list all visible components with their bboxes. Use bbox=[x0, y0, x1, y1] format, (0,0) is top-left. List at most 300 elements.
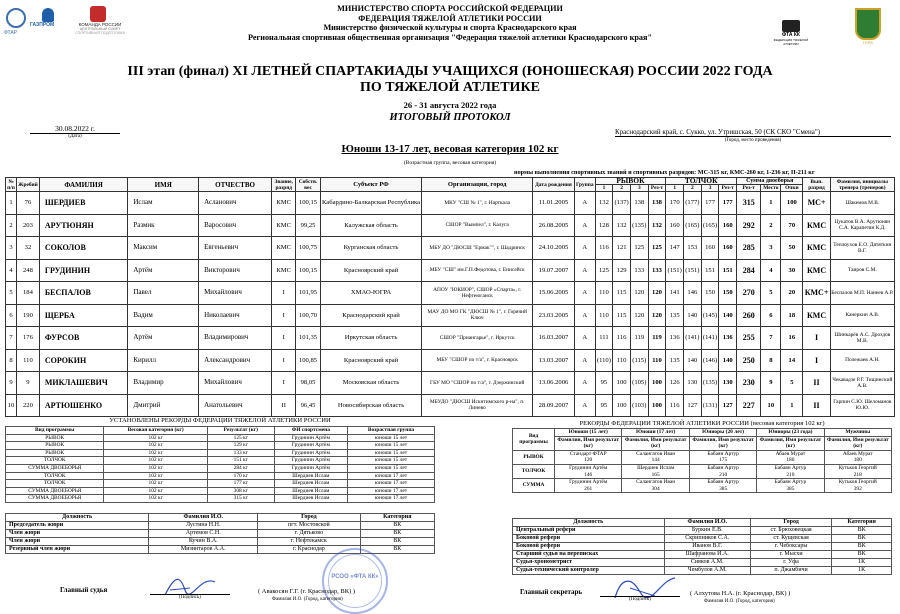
rf-record-value: 175 bbox=[719, 457, 728, 464]
records-set-cell: юноши 17 лет bbox=[348, 472, 435, 480]
snatch-3-cell: 120 bbox=[630, 282, 648, 305]
group-cell: А bbox=[574, 327, 595, 350]
snatch-3-cell: 125 bbox=[630, 237, 648, 260]
cj-1-cell: (151) bbox=[666, 259, 684, 282]
snatch-2-cell: 115 bbox=[613, 282, 631, 305]
snatch-1-cell: 110 bbox=[595, 282, 613, 305]
place-value: Краснодарский край, с. Сукко, ул. Утришская, 50 (СК СКО "Смена") bbox=[615, 128, 891, 137]
coach-cell: Цукатов В.А. Арутюнян С.А. Карапетян К.Д. bbox=[830, 214, 894, 237]
records-set-cell: 129 кг bbox=[207, 442, 274, 450]
table-row bbox=[6, 457, 435, 465]
col-place: № п/п bbox=[7, 178, 15, 191]
cj-1-cell: 136 bbox=[666, 327, 684, 350]
cj-result-cell: 130 bbox=[719, 372, 737, 395]
records-set-cell: ТОЛЧОК bbox=[6, 472, 104, 480]
total-place-cell: 6 bbox=[761, 304, 781, 327]
records-set-cell: 133 кг bbox=[207, 449, 274, 457]
table-row bbox=[6, 192, 895, 215]
jury-header: Фамилия И.О. bbox=[149, 514, 258, 522]
snatch-result-cell: 100 bbox=[648, 394, 666, 417]
referee-cell: Судья-технический контролер bbox=[513, 567, 665, 575]
cj-1-cell: 170 bbox=[666, 192, 684, 215]
records-set-cell: юноши 15 лет bbox=[348, 442, 435, 450]
records-set-cell: Шердиев Ислам bbox=[274, 472, 347, 480]
points-cell: 16 bbox=[781, 327, 803, 350]
jury-cell: пгт. Мостовской bbox=[258, 522, 360, 530]
federation-title: ФЕДЕРАЦИЯ ТЯЖЕЛОЙ АТЛЕТИКИ РОССИИ bbox=[358, 13, 542, 23]
fulfilled-cell: I bbox=[803, 327, 830, 350]
records-set-cell: 102 кг bbox=[104, 434, 208, 442]
col-group: Группа bbox=[574, 178, 595, 192]
records-set-cell: Шердиев Ислам bbox=[274, 480, 347, 488]
records-set-cell: Шердиев Ислам bbox=[274, 487, 347, 495]
records-set-cell: ТОЛЧОК bbox=[6, 480, 104, 488]
lot-cell: 248 bbox=[17, 259, 40, 282]
referee-cell: ВК bbox=[832, 527, 892, 535]
records-set-cell: юноши 17 лет bbox=[348, 487, 435, 495]
records-set-header: Возрастная группа bbox=[348, 427, 435, 435]
rf-records-cell bbox=[757, 464, 824, 478]
name-cell: Ислам bbox=[128, 192, 199, 215]
rf-record-holder: Салангатов Иван bbox=[636, 479, 676, 486]
place-cell: 4 bbox=[6, 259, 17, 282]
place-cell: 6 bbox=[6, 304, 17, 327]
snatch-result-cell: 120 bbox=[648, 282, 666, 305]
table-row bbox=[6, 434, 435, 442]
place-cell: 8 bbox=[6, 349, 17, 372]
rf-records-header: Вид программы bbox=[513, 429, 555, 451]
bodyweight-cell: 100,75 bbox=[296, 237, 320, 260]
rf-records-subheader: Фамилия, Имя результат (кг) bbox=[824, 436, 891, 450]
points-cell: 5 bbox=[781, 372, 803, 395]
records-set-cell: юноши 15 лет bbox=[348, 457, 435, 465]
col-surname: ФАМИЛИЯ bbox=[39, 178, 127, 192]
rf-records-cell bbox=[824, 450, 891, 464]
table-row bbox=[6, 480, 435, 488]
table-row bbox=[6, 522, 435, 530]
records-set-header: Весовая категория (кг) bbox=[104, 427, 208, 435]
jury-header: Должность bbox=[6, 514, 149, 522]
referees-table bbox=[512, 518, 892, 575]
rf-records-label: ТОЛЧОК bbox=[513, 464, 555, 478]
snatch-3-cell: 120 bbox=[630, 304, 648, 327]
referee-cell: Боковой рефери bbox=[513, 535, 665, 543]
cj-attempt-1: 1 bbox=[666, 185, 684, 192]
points-cell: 50 bbox=[781, 237, 803, 260]
bodyweight-cell: 101,95 bbox=[296, 282, 320, 305]
group-cell: А bbox=[574, 192, 595, 215]
cj-3-cell: 160 bbox=[701, 237, 719, 260]
table-row bbox=[6, 349, 895, 372]
snatch-2-cell: 121 bbox=[613, 237, 631, 260]
rf-record-value: 304 bbox=[651, 485, 660, 492]
records-set-cell: юноши 15 лет bbox=[348, 434, 435, 442]
rank-cell: I bbox=[272, 372, 296, 395]
jury-header: Город bbox=[258, 514, 360, 522]
total-cell: 270 bbox=[737, 282, 761, 305]
gazprom-logo: ГАЗПРОМ bbox=[30, 8, 70, 48]
rf-record-value: 120 bbox=[584, 457, 593, 464]
table-row bbox=[513, 464, 892, 478]
col-name: ИМЯ bbox=[128, 178, 199, 192]
surname-cell: МИКЛАШЕВИЧ bbox=[39, 372, 127, 395]
fulfilled-cell: КМС bbox=[803, 259, 830, 282]
snatch-attempt-3: 3 bbox=[630, 185, 648, 192]
subject-cell: Московская область bbox=[320, 372, 422, 395]
birth-cell: 11.01.2005 bbox=[532, 192, 574, 215]
records-set-cell: Грудинин Артём bbox=[274, 434, 347, 442]
table-row bbox=[6, 394, 895, 417]
place-cell: 1 bbox=[6, 192, 17, 215]
birth-cell: 24.10.2005 bbox=[532, 237, 574, 260]
cj-result-cell: 140 bbox=[719, 349, 737, 372]
points-cell: 14 bbox=[781, 349, 803, 372]
records-set-cell: Грудинин Артём bbox=[274, 449, 347, 457]
records-set-cell: 151 кг bbox=[207, 457, 274, 465]
bodyweight-cell: 100,70 bbox=[296, 304, 320, 327]
records-set-cell: ТОЛЧОК bbox=[6, 457, 104, 465]
rf-records-header: Юноши (15 лет) bbox=[555, 429, 622, 437]
col-snatch: РЫВОК bbox=[595, 178, 666, 185]
lot-cell: 110 bbox=[17, 349, 40, 372]
records-set-title: УСТАНОВЛЕНЫ РЕКОРДЫ ФЕДЕРАЦИИ ТЯЖЕЛОЙ АТЛЕТИКИ РОССИИ bbox=[109, 417, 331, 424]
name-cell: Артём bbox=[128, 259, 199, 282]
org-cell: МАУ ДО МО ГК "ДЮСШ № 1", г. Горячий Ключ bbox=[422, 304, 533, 327]
rf-record-holder: Кутьков Георгий bbox=[838, 464, 877, 471]
referee-cell: г. Мысхи bbox=[750, 551, 831, 559]
snatch-2-cell: 132 bbox=[613, 214, 631, 237]
place-cell: 9 bbox=[6, 372, 17, 395]
table-row bbox=[6, 214, 895, 237]
total-cell: 260 bbox=[737, 304, 761, 327]
records-set-cell: юноши 17 лет bbox=[348, 480, 435, 488]
records-set-cell: 170 кг bbox=[207, 472, 274, 480]
lot-cell: 203 bbox=[17, 214, 40, 237]
table-row bbox=[6, 259, 895, 282]
cj-result-cell: 136 bbox=[719, 327, 737, 350]
cj-attempt-3: 3 bbox=[701, 185, 719, 192]
group-cell: А bbox=[574, 372, 595, 395]
place-cell: 10 bbox=[6, 394, 17, 417]
jury-cell: Лустина Н.Н. bbox=[149, 522, 258, 530]
surname-cell: АРУТЮНЯН bbox=[39, 214, 127, 237]
total-cell: 250 bbox=[737, 349, 761, 372]
coach-cell: Чекавадзе Р.Г. Тищинский А.В. bbox=[830, 372, 894, 395]
rf-record-value: 144 bbox=[651, 457, 660, 464]
referee-cell: 1К bbox=[832, 559, 892, 567]
cj-1-cell: 135 bbox=[666, 304, 684, 327]
records-set-cell: 102 кг bbox=[104, 464, 208, 472]
group-cell: А bbox=[574, 394, 595, 417]
birth-cell: 28.09.2007 bbox=[532, 394, 574, 417]
referee-cell: 1К bbox=[832, 567, 892, 575]
name-cell: Кирилл bbox=[128, 349, 199, 372]
rf-records-subheader: Фамилия, Имя результат (кг) bbox=[622, 436, 690, 450]
table-row bbox=[513, 543, 892, 551]
records-set-header: ФИ спортсмена bbox=[274, 427, 347, 435]
cj-3-cell: 150 bbox=[701, 282, 719, 305]
fulfilled-cell: КМС bbox=[803, 214, 830, 237]
points-cell: 20 bbox=[781, 282, 803, 305]
surname-cell: ШЕРДИЕВ bbox=[39, 192, 127, 215]
records-set-cell: Грудинин Артём bbox=[274, 442, 347, 450]
referee-cell: п. Джамбичи bbox=[750, 567, 831, 575]
rf-record-value: 180 bbox=[786, 457, 795, 464]
snatch-result-cell: 125 bbox=[648, 237, 666, 260]
points-cell: 30 bbox=[781, 259, 803, 282]
bodyweight-cell: 96,45 bbox=[296, 394, 320, 417]
event-title: III этап (финал) XI ЛЕТНЕЙ СПАРТАКИАДЫ УЧАЩИХСЯ (ЮНОШЕСКАЯ) РОССИИ 2022 ГОДА bbox=[127, 64, 773, 79]
patronymic-cell: Михайлович bbox=[199, 372, 272, 395]
ministry-title: МИНИСТЕРСТВО СПОРТА РОССИЙСКОЙ ФЕДЕРАЦИИ bbox=[337, 4, 563, 13]
jury-cell: Член жюри bbox=[6, 538, 149, 546]
records-set-cell: 125 кг bbox=[207, 434, 274, 442]
total-place-cell: 3 bbox=[761, 237, 781, 260]
org-cell: СШОР "Вымпел", г. Калуга bbox=[422, 214, 533, 237]
rf-record-holder: Бабаян Артур bbox=[774, 464, 807, 471]
records-set-header: Вид программы bbox=[6, 427, 104, 435]
records-set-cell: 102 кг bbox=[104, 472, 208, 480]
rf-records-header: Юниоры (20 лет) bbox=[689, 429, 756, 437]
records-set-table bbox=[5, 426, 435, 503]
event-title-sport: ПО ТЯЖЕЛОЙ АТЛЕТИКЕ bbox=[360, 80, 540, 95]
rf-record-value: 392 bbox=[853, 485, 862, 492]
lot-cell: 184 bbox=[17, 282, 40, 305]
cj-1-cell: 160 bbox=[666, 214, 684, 237]
cj-2-cell: 146 bbox=[684, 282, 702, 305]
cj-result: Рез-т bbox=[719, 185, 737, 192]
records-set-cell: 102 кг bbox=[104, 480, 208, 488]
patronymic-cell: Викторович bbox=[199, 259, 272, 282]
rf-record-holder: Абаев Мурат bbox=[775, 450, 806, 457]
table-row bbox=[513, 450, 892, 464]
rf-records-header: Юноши (17 лет) bbox=[622, 429, 690, 437]
jury-cell: ВК bbox=[360, 530, 434, 538]
fulfilled-cell: I bbox=[803, 349, 830, 372]
subject-cell: Новосибирская область bbox=[320, 394, 422, 417]
bodyweight-cell: 98,05 bbox=[296, 372, 320, 395]
org-cell: СШОР "Приангарье", г. Иркутск bbox=[422, 327, 533, 350]
referee-cell: ВК bbox=[832, 543, 892, 551]
total-cell: 292 bbox=[737, 214, 761, 237]
referee-cell: ВК bbox=[832, 535, 892, 543]
rf-record-value: 146 bbox=[584, 471, 593, 478]
rf-records-title: РЕКОРДЫ ФЕДЕРАЦИИ ТЯЖЕЛОЙ АТЛЕТИКИ РОССИИ (весовая категория 102 кг) bbox=[579, 420, 825, 427]
records-set-cell: юноши 15 лет bbox=[348, 449, 435, 457]
rf-record-value: 210 bbox=[719, 471, 728, 478]
rf-records-label: РЫВОК bbox=[513, 450, 555, 464]
snatch-1-cell: 95 bbox=[595, 394, 613, 417]
rank-cell: КМС bbox=[272, 214, 296, 237]
total-place: Место bbox=[761, 185, 781, 192]
chief-secretary-label: Главный секретарь bbox=[520, 588, 583, 596]
records-set-cell: РЫВОК bbox=[6, 449, 104, 457]
fulfilled-cell: II bbox=[803, 394, 830, 417]
lot-cell: 190 bbox=[17, 304, 40, 327]
rf-record-holder: Кутьков Георгий bbox=[838, 479, 877, 486]
col-total: Сумма двоеборья bbox=[737, 178, 803, 185]
referee-cell: Центральный рефери bbox=[513, 527, 665, 535]
name-cell: Дмитрий bbox=[128, 394, 199, 417]
total-cell: 227 bbox=[737, 394, 761, 417]
rf-records-cell bbox=[689, 479, 756, 493]
table-row bbox=[513, 527, 892, 535]
total-cell: 285 bbox=[737, 237, 761, 260]
fulfilled-cell: КМС bbox=[803, 304, 830, 327]
total-place-cell: 10 bbox=[761, 394, 781, 417]
jury-cell: Резервный член жюри bbox=[6, 546, 149, 554]
chief-secretary-caption: Фамилия И.О. (Город, категория) bbox=[704, 599, 775, 604]
org-cell: МКУ "СШ № 1", г. Нарткала bbox=[422, 192, 533, 215]
bodyweight-cell: 100,15 bbox=[296, 192, 320, 215]
referee-header: Должность bbox=[513, 519, 665, 527]
patronymic-cell: Евгеньевич bbox=[199, 237, 272, 260]
rf-record-holder: Бабаян Артур bbox=[707, 464, 739, 471]
table-row bbox=[6, 530, 435, 538]
rf-record-holder: Бабаян Артур bbox=[707, 450, 739, 457]
subject-cell: Калужская область bbox=[320, 214, 422, 237]
rf-record-value: 210 bbox=[786, 471, 795, 478]
referee-cell: Чембулов А.М. bbox=[664, 567, 750, 575]
chief-secretary-name: ( Алхутова Н.А. (г. Краснодар, ВК) ) bbox=[690, 590, 791, 597]
patronymic-cell: Анатольевич bbox=[199, 394, 272, 417]
rf-record-holder: Шердиев Ислам bbox=[637, 464, 675, 471]
table-row bbox=[513, 559, 892, 567]
org-cell: МБУ "СШОР по т/а", г. Красноярск bbox=[422, 349, 533, 372]
snatch-1-cell: 110 bbox=[595, 304, 613, 327]
total-place-cell: 2 bbox=[761, 214, 781, 237]
group-cell: А bbox=[574, 237, 595, 260]
group-cell: А bbox=[574, 282, 595, 305]
total-cell: 284 bbox=[737, 259, 761, 282]
records-set-cell: Грудинин Артём bbox=[274, 457, 347, 465]
points-cell: 18 bbox=[781, 304, 803, 327]
records-set-cell: 102 кг bbox=[104, 442, 208, 450]
snatch-result: Рез-т bbox=[648, 185, 666, 192]
table-row bbox=[6, 304, 895, 327]
cj-3-cell: (131) bbox=[701, 394, 719, 417]
cj-2-cell: (165) bbox=[684, 214, 702, 237]
rf-records-cell bbox=[622, 464, 690, 478]
referee-header: Фамилия И.О. bbox=[664, 519, 750, 527]
bodyweight-cell: 100,15 bbox=[296, 259, 320, 282]
cj-1-cell: 116 bbox=[666, 394, 684, 417]
referee-cell: Сивков А.М. bbox=[664, 559, 750, 567]
surname-cell: БЕСПАЛОВ bbox=[39, 282, 127, 305]
records-set-cell: СУММА ДВОЕБОРЬЯ bbox=[6, 464, 104, 472]
col-rank: Звание, разряд bbox=[272, 178, 296, 192]
total-place-cell: 4 bbox=[761, 259, 781, 282]
rf-records-cell bbox=[689, 464, 756, 478]
jury-cell: г. Дятьково bbox=[258, 530, 360, 538]
rf-record-holder: Салангатов Иван bbox=[636, 450, 676, 457]
cj-2-cell: 127 bbox=[684, 394, 702, 417]
surname-cell: ГРУДИНИН bbox=[39, 259, 127, 282]
snatch-2-cell: 116 bbox=[613, 327, 631, 350]
rf-records-label: СУММА bbox=[513, 479, 555, 493]
table-row bbox=[6, 442, 435, 450]
official-stamp: РСОО «ФТА КК» bbox=[322, 548, 388, 614]
total-place-cell: 5 bbox=[761, 282, 781, 305]
org-cell: АПОУ "ЮКИОР", СШОР «Спарта», г. Нефтеюганск bbox=[422, 282, 533, 305]
place-cell: 3 bbox=[6, 237, 17, 260]
snatch-1-cell: (110) bbox=[595, 349, 613, 372]
table-row bbox=[6, 495, 435, 503]
snatch-1-cell: 95 bbox=[595, 372, 613, 395]
rf-records-cell bbox=[689, 450, 756, 464]
col-lot: Жребий bbox=[17, 178, 40, 192]
cj-3-cell: (165) bbox=[701, 214, 719, 237]
snatch-attempt-2: 2 bbox=[613, 185, 631, 192]
event-dates: 26 - 31 августа 2022 года bbox=[403, 100, 497, 110]
group-cell: А bbox=[574, 214, 595, 237]
patronymic-cell: Асланович bbox=[199, 192, 272, 215]
bodyweight-cell: 100,85 bbox=[296, 349, 320, 372]
name-cell: Размик bbox=[128, 214, 199, 237]
jury-cell: Артемов С.Н. bbox=[149, 530, 258, 538]
col-birth: Дата рождения bbox=[532, 178, 574, 192]
group-cell: А bbox=[574, 304, 595, 327]
snatch-result-cell: 110 bbox=[648, 349, 666, 372]
total-cell: 315 bbox=[737, 192, 761, 215]
name-cell: Павел bbox=[128, 282, 199, 305]
subject-cell: ХМАО-ЮГРА bbox=[320, 282, 422, 305]
col-patronymic: ОТЧЕСТВО bbox=[199, 178, 272, 192]
cj-result-cell: 151 bbox=[719, 259, 737, 282]
referee-cell: Шафранова И.А. bbox=[664, 551, 750, 559]
snatch-result-cell: 120 bbox=[648, 304, 666, 327]
group-cell: А bbox=[574, 259, 595, 282]
subject-cell: Красноярский край bbox=[320, 349, 422, 372]
col-bodyweight: Собств. вес bbox=[296, 178, 320, 192]
total-place-cell: 1 bbox=[761, 192, 781, 215]
surname-cell: СОРОКИН bbox=[39, 349, 127, 372]
surname-cell: ФУРСОВ bbox=[39, 327, 127, 350]
rf-record-holder: Абаев Мурат bbox=[842, 450, 873, 457]
table-row bbox=[6, 472, 435, 480]
cj-3-cell: (135) bbox=[701, 372, 719, 395]
referee-cell: ВК bbox=[832, 551, 892, 559]
snatch-result-cell: 132 bbox=[648, 214, 666, 237]
fulfilled-cell: КМС+ bbox=[803, 282, 830, 305]
table-row bbox=[6, 372, 895, 395]
col-fulfilled: Вып. разряд bbox=[803, 178, 830, 192]
records-set-cell: Шердиев Ислам bbox=[274, 495, 347, 503]
rank-cell: I bbox=[272, 304, 296, 327]
date-caption: (Дата) bbox=[68, 134, 82, 139]
chief-judge-label: Главный судья bbox=[60, 586, 108, 594]
birth-cell: 13.06.2006 bbox=[532, 372, 574, 395]
cj-result-cell: 160 bbox=[719, 237, 737, 260]
coach-cell: Шинкарёв А.С. Дроздов М.В. bbox=[830, 327, 894, 350]
birth-cell: 16.03.2007 bbox=[532, 327, 574, 350]
place-cell: 2 bbox=[6, 214, 17, 237]
coach-cell: Беспалов М.П. Нанеев А.Р. bbox=[830, 282, 894, 305]
records-set-header: Результат (кг) bbox=[207, 427, 274, 435]
rank-cell: КМС bbox=[272, 192, 296, 215]
subject-cell: Иркутская область bbox=[320, 327, 422, 350]
cj-2-cell: 140 bbox=[684, 349, 702, 372]
cj-2-cell: 153 bbox=[684, 237, 702, 260]
table-row bbox=[513, 535, 892, 543]
snatch-3-cell: (105) bbox=[630, 372, 648, 395]
referee-header: Категория bbox=[832, 519, 892, 527]
referee-cell: Судья-хронометрист bbox=[513, 559, 665, 567]
cj-result-cell: 140 bbox=[719, 304, 737, 327]
rf-record-value: 261 bbox=[584, 485, 593, 492]
total-cell: 230 bbox=[737, 372, 761, 395]
chief-judge-sign-caption: (Подпись) bbox=[179, 595, 201, 600]
